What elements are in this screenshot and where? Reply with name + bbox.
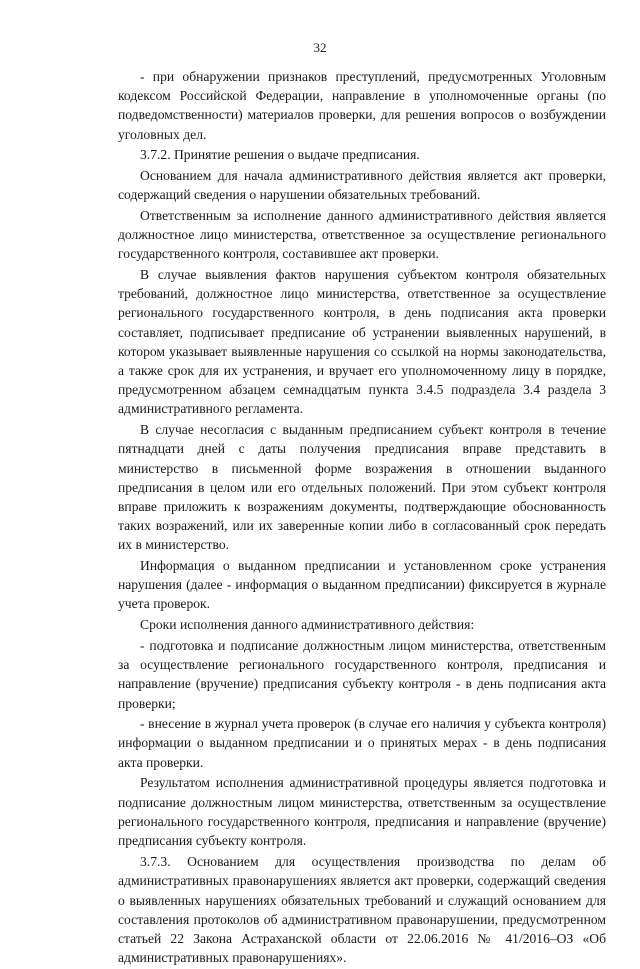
paragraph-result: Результатом исполнения административной процедуры является подготовка и подписание должностным лицом министерства, ответственным за осуществление регионального государственного контроля, предписания и направление (вручение) предписания субъекту контроля. <box>118 775 606 848</box>
section-heading-3-7-2: 3.7.2. Принятие решения о выдаче предписания. <box>140 147 420 163</box>
paragraph-journal-record: Информация о выданном предписании и установленном сроке устранения нарушения (далее - информация о выданном предписании) фиксируется в журнале учета проверок. <box>118 558 606 612</box>
list-item-journal-entry: - внесение в журнал учета проверок (в случае его наличия у субъекта контроля) информации о выданном предписании и о принятых мерах - в день подписания акта проверки. <box>118 716 606 770</box>
paragraph-objections: В случае несогласия с выданным предписанием субъект контроля в течение пятнадцати дней с даты получения предписания вправе представить в министерство в письменной форме возражения в отношении выданного предписания в целом или его отдельных положений. При этом субъект контроля вправе приложить к возражениям документы, подтверждающие обоснованность таких возражений, или их заверенные копии либо в согласованный срок передать их в министерство. <box>118 422 606 553</box>
paragraph-deadlines-intro: Сроки исполнения данного административного действия: <box>140 617 475 633</box>
paragraph-criminal-referral: - при обнаружении признаков преступлений, предусмотренных Уголовным кодексом Российской Федерации, направление в уполномоченные органы (по подведомственности) материалов проверки, для решения вопросов о возбуждении уголовных дел. <box>118 69 606 142</box>
paragraph-basis: Основанием для начала административного действия является акт проверки, содержащий сведения о нарушении обязательных требований. <box>118 168 606 203</box>
paragraph-violations-found: В случае выявления фактов нарушения субъектом контроля обязательных требований, должностное лицо министерства, ответственное за осуществление регионального государственного контроля, в день подписания акта проверки составляет, подписывает предписание об устранении выявленных нарушений, в котором указывает выявленные нарушения со ссылкой на нормы законодательства, а также срок для их устранения, и вручает его уполномоченному лицу в порядке, предусмотренном абзацем семнадцатым пункта 3.4.5 подраздела 3.4 раздела 3 административного регламента. <box>118 267 606 417</box>
list-item-preparation: - подготовка и подписание должностным лицом министерства, ответственным за осуществление регионального государственного контроля, предписания и направление (вручение) предписания субъекту контроля - в день подписания акта проверки; <box>118 637 606 711</box>
document-body <box>118 67 606 969</box>
page-number: 32 <box>313 40 327 55</box>
section-3-7-3: 3.7.3. Основанием для осуществления производства по делам об административных правонарушениях является акт проверки, содержащий сведения о выявленных нарушениях обязательных требований и служащий основанием для составления протоколов об административном правонарушении, предусмотренном статьей 22 Закона Астраханской области от 22.06.2016 № 41/2016–ОЗ «Об административных правонарушениях». <box>118 854 606 966</box>
paragraph-responsible: Ответственным за исполнение данного административного действия является должностное лицо министерства, ответственное за осуществление регионального государственного контроля, составившее акт проверки. <box>118 207 606 262</box>
